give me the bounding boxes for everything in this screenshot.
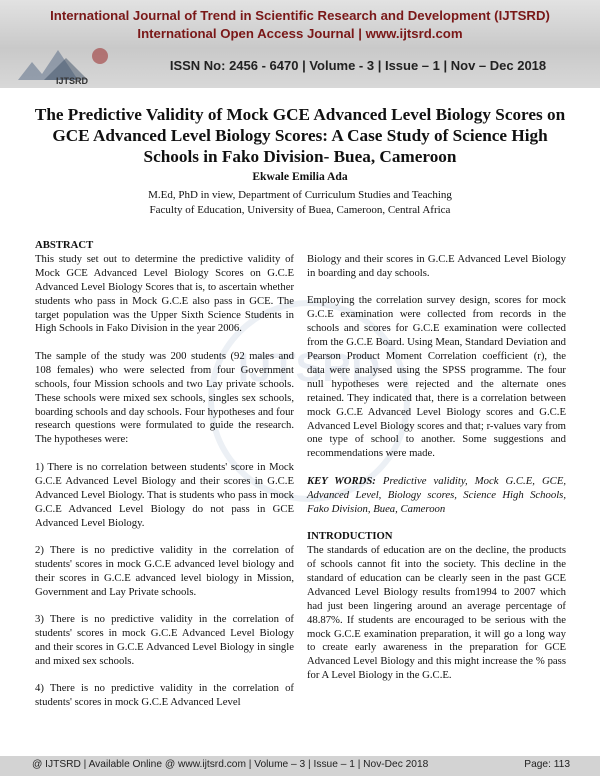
abstract-paragraph: Employing the correlation survey design, scores for mock G.C.E examination were collected from records in the schools and scores for G.C.E examination were collected from the G.C.E Board. Using Mean, Standard Deviation and Pearson Product Moment Correlation coefficient (r), the data were analysed using the SPSS programme. The four null hypotheses were rejected and the alternate ones retained. They indicated that, there is a correlation between mock G.C.E Advanced Level Biology scores and G.C.E Advanced Level Biology scores and that; r-values vary from one type of school to another. Some suggestions and recommendations were made. <box>307 294 566 460</box>
issn-line: ISSN No: 2456 - 6470 | Volume - 3 | Issue – 1 | Nov – Dec 2018 <box>169 58 547 73</box>
hypothesis-2: 2) There is no predictive validity in the correlation of students' scores in mock G.C.E advanced level biology and their scores in G.C.E advanced level biology in Mission, Government and Lay Private schools. <box>35 544 294 598</box>
keywords <box>307 475 566 517</box>
hypothesis-3: 3) There is no predictive validity in the correlation of students' scores in mock G.C.E Advanced Level Biology and their scores in G.C.E Advanced Level Biology in single and mixed sex schools. <box>35 613 294 667</box>
watermark-seal: IJTSRD <box>208 300 410 502</box>
page-number: Page: 113 <box>524 759 570 770</box>
journal-open-access: International Open Access Journal | www.ijtsrd.com <box>137 26 463 41</box>
journal-logo <box>14 40 130 86</box>
abstract-heading: ABSTRACT <box>35 239 94 251</box>
logo-text: IJTSRD <box>55 76 89 86</box>
affiliation-line-1: M.Ed, PhD in view, Department of Curriculum Studies and Teaching <box>148 189 452 201</box>
right-column <box>307 253 566 697</box>
abstract-paragraph: The sample of the study was 200 students (92 males and 108 females) who were selected from four Government schools, four Mission schools and two Lay private schools. These schools were mixed sex schools, singles sex schools, boarding schools and day schools. Four hypotheses and four research questions were formulated to guide the research. The hypotheses were: <box>35 349 294 446</box>
hypothesis-4: 4) There is no predictive validity in the correlation of students' scores in mock G.C.E Advanced Level <box>35 682 294 709</box>
abstract-paragraph: This study set out to determine the predictive validity of Mock GCE Advanced Level Biology Scores on G.C.E Advanced Level Biology Scores that is, to ascertain whether students who pass in Mock G.C.E also pass in GCE. The target population was the Upper Sixth Science Students in High Schools in Fako Division in the year 2006. <box>35 252 294 335</box>
abstract-paragraph: Biology and their scores in G.C.E Advanced Level Biology in boarding and day schools. <box>307 253 566 279</box>
journal-name: International Journal of Trend in Scientific Research and Development (IJTSRD) <box>50 8 550 23</box>
keywords-label: KEY WORDS: <box>307 474 376 487</box>
footer-citation: @ IJTSRD | Available Online @ www.ijtsrd.com | Volume – 3 | Issue – 1 | Nov-Dec 2018 <box>32 759 429 770</box>
introduction-paragraph: The standards of education are on the decline, the products of schools cannot fit into the society. This decline in the standard of education can be clearly seen in the past GCE Advanced Level Biology results from1994 to 2007 which had just been lingering around an average percentage of 48.87%. If students are encouraged to be serious with the mock G.C.E examination preparation, it will go a long way to create early awareness in the preparation for GCE Advanced Level Biology and this might increase the % pass for A Level Biology in the G.C.E. <box>307 544 566 682</box>
hypothesis-1: 1) There is no correlation between students' score in Mock G.C.E Advanced Level Biology and their scores in G.C.E Advanced Level Biology. That is students who pass in mock G.C.E Advanced Level Biology do not pass in GCE Advanced Level Biology. <box>35 460 294 529</box>
paper-title: The Predictive Validity of Mock GCE Advanced Level Biology Scores on GCE Advanced Level Biology Scores: A Case Study of Science High Schools in Fako Division- Buea, Cameroon <box>34 105 566 166</box>
keywords-text: Predictive validity, Mock G.C.E, GCE, Advanced Level, Biology scores, Science High Schools, Fako Division, Buea, Cameroon <box>307 474 567 515</box>
author-name: Ekwale Emilia Ada <box>252 170 348 183</box>
introduction-heading: INTRODUCTION <box>307 530 393 543</box>
journal-banner <box>0 0 600 88</box>
affiliation-line-2: Faculty of Education, University of Buea, Cameroon, Central Africa <box>149 204 451 216</box>
left-column <box>35 239 294 724</box>
page-footer <box>0 756 600 776</box>
